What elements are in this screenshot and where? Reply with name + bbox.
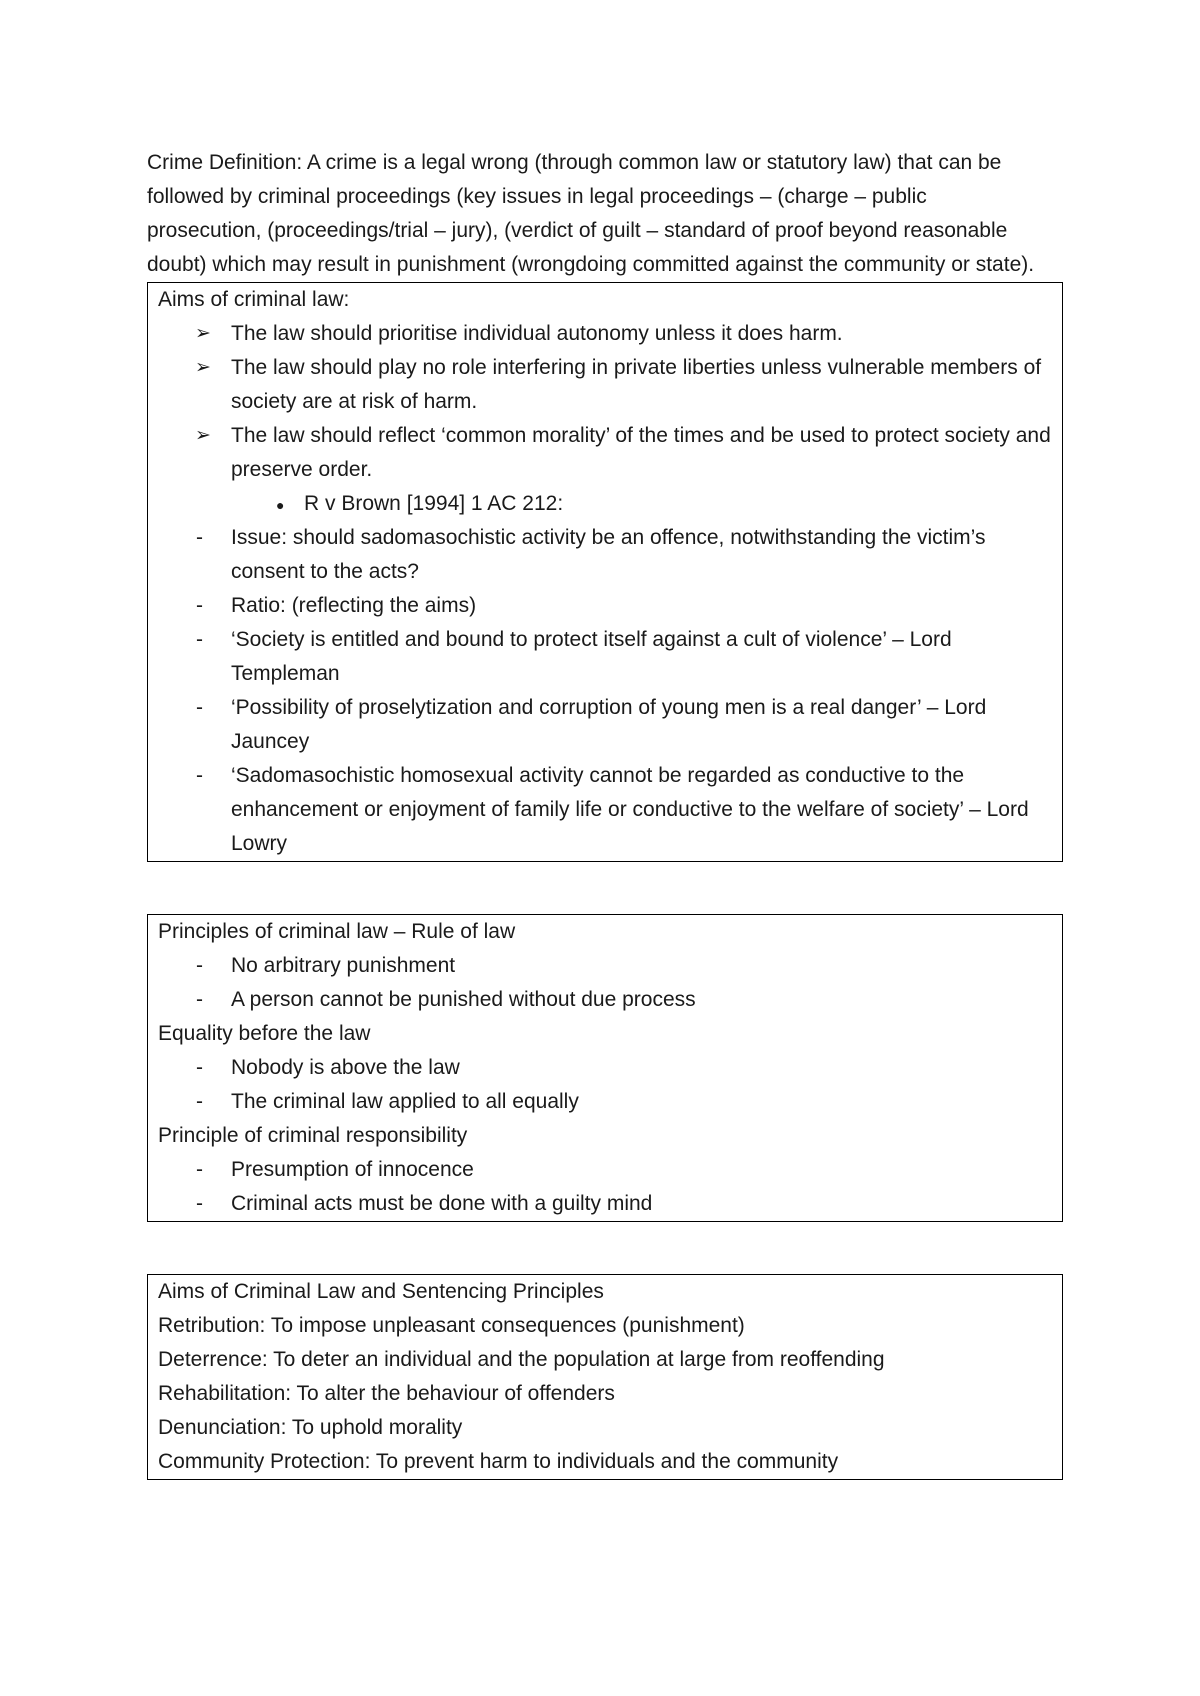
list-item-text: The law should reflect ‘common morality’ of the times and be used to protect society and preserve order.: [231, 424, 1051, 481]
dash-bullet-icon: -: [196, 628, 203, 651]
dash-bullet-icon: -: [196, 1158, 203, 1181]
list-item-text: Criminal acts must be done with a guilty mind: [231, 1192, 653, 1215]
dash-bullet-icon: -: [196, 954, 203, 977]
dash-bullet-icon: -: [196, 1090, 203, 1113]
dash-bullet-icon: -: [196, 764, 203, 787]
principle-line: Deterrence: To deter an individual and the population at large from reoffending: [158, 1348, 885, 1371]
dash-list-item: [158, 521, 1052, 589]
dash-list-item: [158, 691, 1052, 759]
dash-list-item: [158, 589, 1052, 623]
box-heading: Aims of criminal law:: [158, 288, 350, 311]
crime-definition-paragraph: Crime Definition: A crime is a legal wrong (through common law or statutory law) that can be followed by criminal proceedings (key issues in legal proceedings – (charge – public prosecution, (proceedings/trial – jury), (verdict of guilt – standard of proof beyond reasonable doubt) which may result in punishment (wrongdoing committed against the community or state).: [147, 151, 1035, 276]
principle-line: Retribution: To impose unpleasant consequences (punishment): [158, 1314, 745, 1337]
principle-line: Denunciation: To uphold morality: [158, 1416, 463, 1439]
document-page: [147, 146, 1063, 1480]
list-item-text: A person cannot be punished without due process: [231, 988, 696, 1011]
principle-line: Rehabilitation: To alter the behaviour of offenders: [158, 1382, 615, 1405]
aims-of-criminal-law-box: [147, 282, 1063, 862]
arrow-list-item: [158, 351, 1052, 419]
dash-list-item: [158, 1187, 1052, 1221]
arrow-bullet-icon: ➢: [195, 357, 211, 378]
list-item-text: ‘Society is entitled and bound to protect itself against a cult of violence’ – Lord Templeman: [231, 628, 952, 685]
dash-list-item: [158, 1153, 1052, 1187]
list-item-text: The criminal law applied to all equally: [231, 1090, 579, 1113]
sentencing-principles-box: [147, 1274, 1063, 1480]
list-item-text: The law should play no role interfering in private liberties unless vulnerable members of society are at risk of harm.: [231, 356, 1042, 413]
box-heading: Aims of Criminal Law and Sentencing Principles: [158, 1280, 604, 1303]
section-heading: Principles of criminal law – Rule of law: [158, 920, 516, 943]
dash-list-item: [158, 983, 1052, 1017]
section-heading: Principle of criminal responsibility: [158, 1124, 468, 1147]
list-item-text: No arbitrary punishment: [231, 954, 456, 977]
dash-bullet-icon: -: [196, 526, 203, 549]
principle-line: Community Protection: To prevent harm to individuals and the community: [158, 1450, 839, 1473]
list-item-text: The law should prioritise individual autonomy unless it does harm.: [231, 322, 843, 345]
list-item-text: Ratio: (reflecting the aims): [231, 594, 477, 617]
dash-bullet-icon: -: [196, 594, 203, 617]
list-item-text: Nobody is above the law: [231, 1056, 460, 1079]
dot-bullet-icon: ●: [276, 497, 285, 513]
dash-bullet-icon: -: [196, 1192, 203, 1215]
dash-list-item: [158, 949, 1052, 983]
dash-bullet-icon: -: [196, 696, 203, 719]
dash-list-item: [158, 623, 1052, 691]
list-item-text: Issue: should sadomasochistic activity be an offence, notwithstanding the victim’s consent to the acts?: [231, 526, 986, 583]
arrow-list-item: [158, 317, 1052, 351]
principles-of-criminal-law-box: [147, 914, 1063, 1222]
dash-list-item: [158, 1051, 1052, 1085]
arrow-list-item: [158, 419, 1052, 487]
arrow-bullet-icon: ➢: [195, 323, 211, 344]
case-citation-text: R v Brown [1994] 1 AC 212:: [304, 492, 564, 515]
arrow-bullet-icon: ➢: [195, 425, 211, 446]
section-heading: Equality before the law: [158, 1022, 371, 1045]
dash-list-item: [158, 759, 1052, 861]
list-item-text: Presumption of innocence: [231, 1158, 474, 1181]
dash-list-item: [158, 1085, 1052, 1119]
list-item-text: ‘Sadomasochistic homosexual activity cannot be regarded as conductive to the enhancement or enjoyment of family life or conductive to the welfare of society’ – Lord Lowry: [231, 764, 1029, 855]
dash-bullet-icon: -: [196, 1056, 203, 1079]
case-citation-item: [158, 487, 1052, 521]
list-item-text: ‘Possibility of proselytization and corruption of young men is a real danger’ – Lord Jauncey: [231, 696, 987, 753]
dash-bullet-icon: -: [196, 988, 203, 1011]
